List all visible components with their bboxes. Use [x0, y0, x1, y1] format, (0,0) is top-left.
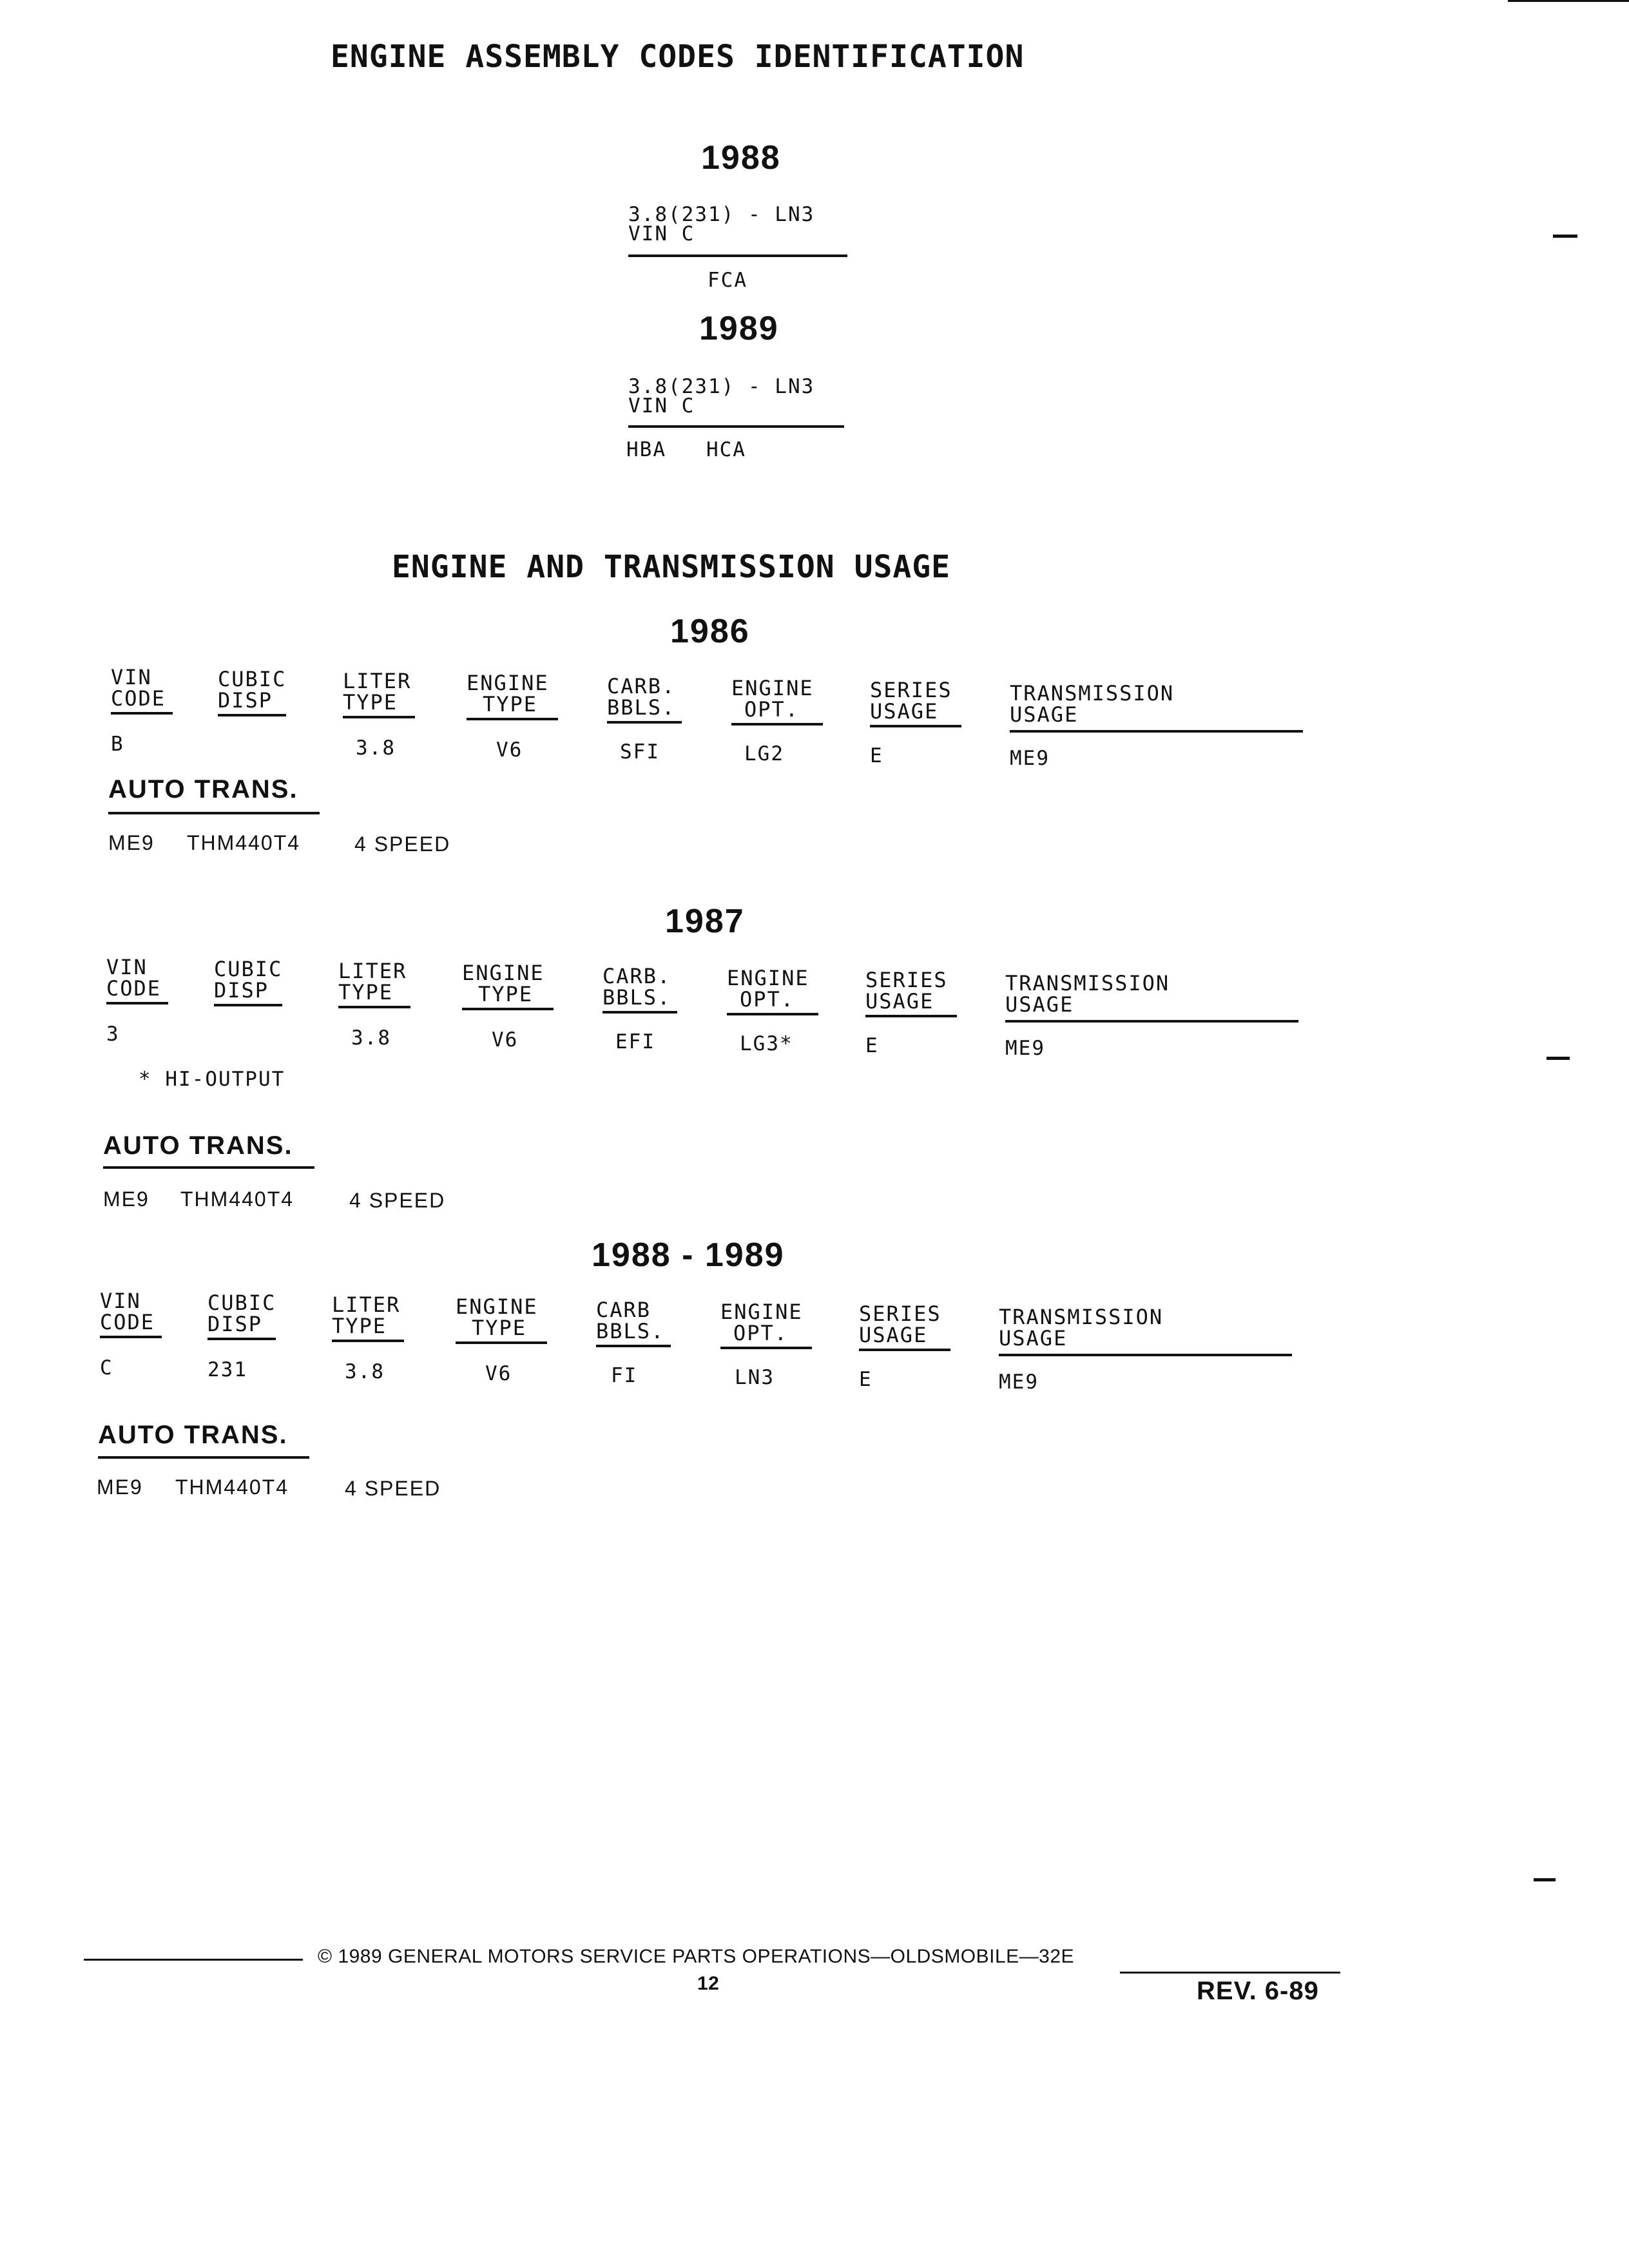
header-rule [343, 716, 415, 718]
auto-trans-label: AUTO TRANS. [108, 775, 298, 803]
header-rule [111, 712, 173, 715]
header-rule [1010, 730, 1303, 733]
cell-engine-type: V6 [485, 1362, 512, 1385]
assembly-codes: FCA [708, 269, 747, 292]
header-cubic: CUBIC DISP [207, 1291, 276, 1336]
header-rule [100, 1336, 162, 1338]
header-rule [207, 1338, 276, 1340]
cell-series: E [859, 1368, 872, 1391]
cell-trans: ME9 [1010, 747, 1050, 770]
assembly-year-1988: 1988 [701, 139, 781, 177]
header-engine-type: ENGINE TYPE [462, 961, 545, 1006]
assembly-year-1989: 1989 [699, 310, 779, 347]
header-engine-opt: ENGINE OPT. [727, 966, 809, 1012]
scan-mark [1534, 1878, 1556, 1881]
header-carb: CARB BBLS. [596, 1298, 665, 1343]
cell-engine-type: V6 [496, 738, 523, 762]
cell-engine-opt: LG3* [740, 1032, 793, 1055]
header-rule [456, 1341, 547, 1344]
auto-trans-code: ME9 [103, 1187, 149, 1211]
cell-vin: C [100, 1356, 113, 1379]
auto-trans-code: ME9 [97, 1475, 143, 1499]
header-engine-opt: ENGINE OPT. [731, 676, 814, 722]
header-cubic: CUBIC DISP [214, 957, 283, 1003]
header-rule [1005, 1020, 1298, 1023]
header-engine-type: ENGINE TYPE [456, 1294, 538, 1340]
auto-trans-speed: 4 SPEED [345, 1477, 441, 1500]
auto-trans-rule [103, 1166, 314, 1169]
assembly-engine: 3.8(231) - LN3 [628, 375, 815, 398]
auto-trans-model: THM440T4 [180, 1187, 294, 1211]
auto-trans-rule [108, 812, 320, 814]
cell-vin: B [111, 733, 124, 756]
auto-trans-label: AUTO TRANS. [98, 1421, 288, 1449]
header-rule [218, 714, 286, 716]
header-rule [999, 1354, 1292, 1356]
section-year-1987: 1987 [665, 903, 745, 940]
header-vin: VIN CODE [111, 665, 166, 711]
assembly-vin: VIN C [628, 222, 695, 245]
header-engine-type: ENGINE TYPE [467, 671, 549, 716]
assembly-rule [628, 255, 847, 257]
header-rule [731, 723, 823, 726]
cell-carb: EFI [615, 1030, 655, 1053]
auto-trans-speed: 4 SPEED [354, 832, 451, 856]
header-engine-opt: ENGINE OPT. [720, 1300, 803, 1345]
footnote-hi-output: * HI-OUTPUT [139, 1068, 285, 1091]
cell-engine-type: V6 [492, 1028, 519, 1052]
header-rule [602, 1011, 677, 1014]
header-rule [865, 1015, 957, 1017]
page-number: 12 [697, 1973, 720, 1994]
cell-engine-opt: LN3 [735, 1366, 775, 1389]
cell-cubic: 231 [207, 1358, 247, 1381]
cell-vin: 3 [106, 1023, 120, 1046]
auto-trans-model: THM440T4 [175, 1475, 289, 1499]
scan-mark [1553, 235, 1577, 238]
cell-engine-opt: LG2 [744, 742, 784, 765]
footer-copyright: © 1989 GENERAL MOTORS SERVICE PARTS OPERATIONS—OLDSMOBILE—32E [318, 1946, 1075, 1967]
header-carb: CARB. BBLS. [602, 964, 671, 1010]
auto-trans-rule [98, 1456, 309, 1459]
cell-trans: ME9 [999, 1370, 1039, 1394]
assembly-vin: VIN C [628, 394, 695, 418]
assembly-rule [628, 425, 844, 428]
header-rule [596, 1345, 671, 1347]
header-rule [214, 1004, 282, 1006]
cell-series: E [870, 744, 883, 767]
header-rule [332, 1340, 404, 1342]
header-rule [338, 1006, 410, 1008]
header-rule [467, 718, 558, 720]
header-series: SERIES USAGE [859, 1302, 941, 1347]
cell-liter: 3.8 [356, 736, 396, 760]
header-trans: TRANSMISSION USAGE [1005, 971, 1170, 1017]
usage-title: ENGINE AND TRANSMISSION USAGE [392, 549, 951, 585]
header-rule [106, 1002, 168, 1004]
section-year-1986: 1986 [670, 613, 750, 650]
header-series: SERIES USAGE [870, 678, 952, 724]
header-trans: TRANSMISSION USAGE [1010, 681, 1175, 727]
header-liter: LITER TYPE [343, 669, 412, 715]
header-vin: VIN CODE [106, 955, 162, 1001]
cell-liter: 3.8 [345, 1360, 385, 1383]
revision-label: REV. 6-89 [1197, 1977, 1319, 2005]
scan-mark [1547, 1057, 1570, 1060]
auto-trans-model: THM440T4 [187, 831, 301, 854]
cell-carb: SFI [620, 740, 660, 764]
footer-rule-right [1120, 1972, 1340, 1974]
header-cubic: CUBIC DISP [218, 667, 287, 713]
footer-rule-left [84, 1959, 303, 1961]
header-rule [859, 1349, 950, 1351]
assembly-codes: HBA HCA [626, 438, 746, 461]
header-rule [720, 1347, 812, 1349]
header-rule [870, 725, 961, 727]
header-series: SERIES USAGE [865, 968, 948, 1014]
scan-mark [1508, 0, 1629, 2]
auto-trans-speed: 4 SPEED [349, 1189, 446, 1212]
header-rule [607, 721, 682, 724]
header-rule [727, 1013, 818, 1015]
header-trans: TRANSMISSION USAGE [999, 1305, 1164, 1350]
cell-series: E [865, 1034, 879, 1057]
page-title: ENGINE ASSEMBLY CODES IDENTIFICATION [331, 39, 1025, 75]
header-vin: VIN CODE [100, 1289, 155, 1334]
header-liter: LITER TYPE [332, 1293, 401, 1338]
cell-liter: 3.8 [351, 1026, 391, 1050]
header-carb: CARB. BBLS. [607, 674, 676, 720]
cell-trans: ME9 [1005, 1037, 1045, 1060]
section-year-1988-1989: 1988 - 1989 [592, 1236, 785, 1274]
header-liter: LITER TYPE [338, 959, 407, 1004]
auto-trans-code: ME9 [108, 831, 155, 854]
auto-trans-label: AUTO TRANS. [103, 1131, 293, 1160]
assembly-engine: 3.8(231) - LN3 [628, 203, 815, 226]
header-rule [462, 1008, 554, 1010]
cell-carb: FI [611, 1364, 638, 1387]
